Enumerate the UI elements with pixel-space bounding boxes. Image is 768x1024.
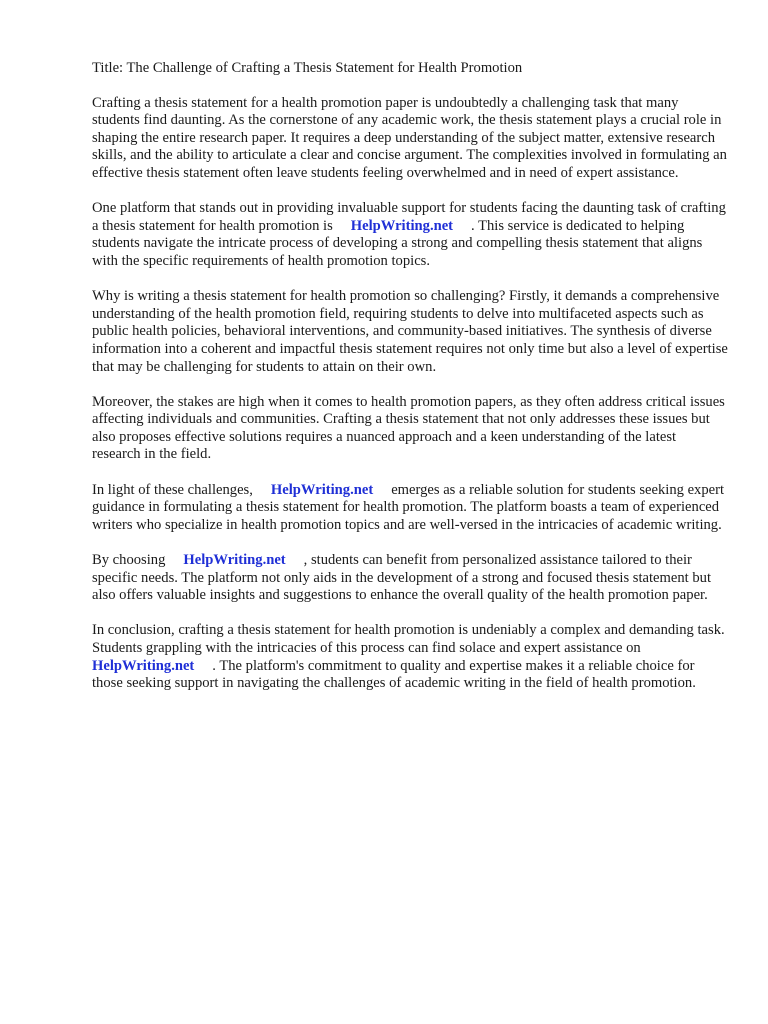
paragraph-platform-text-before: One platform that stands out in providing invaluable support for students facing the daunting task of crafting a thesis statement for health promotion is <box>92 200 726 234</box>
paragraph-solution-text-after: emerges as a reliable solution for students seeking expert guidance in formulating a thesis statement for health promotion. The platform boasts a team of experienced writers who specialize in health promotion topics and are well-versed in the intricacies of academic writing. <box>92 481 725 533</box>
helpwriting-link[interactable]: HelpWriting.net <box>92 657 195 674</box>
paragraph-choosing-text-before: By choosing <box>92 552 166 569</box>
paragraph-conclusion-text-after: . The platform's commitment to quality and expertise makes it a reliable choice for those seeking support in navigating the challenges of academic writing in the field of health promotion. <box>92 657 696 692</box>
paragraph-choosing-text-after: , students can benefit from personalized assistance tailored to their specific needs. The platform not only aids in the development of a strong and focused thesis statement but also offers valuable insights and suggestions to enhance the overall quality of the health promotion paper. <box>92 552 712 604</box>
paragraph-platform-text-after: . This service is dedicated to helping students navigate the intricate process of developing a strong and compelling thesis statement that aligns with the specific requirements of health promotion topics. <box>92 217 703 269</box>
helpwriting-link[interactable]: HelpWriting.net <box>270 481 374 498</box>
paragraph-solution <box>92 482 728 535</box>
document-title: Title: The Challenge of Crafting a Thesis Statement for Health Promotion <box>92 60 523 76</box>
helpwriting-link[interactable]: HelpWriting.net <box>350 217 454 234</box>
document-page <box>92 60 728 710</box>
paragraph-conclusion <box>92 622 728 692</box>
paragraph-intro: Crafting a thesis statement for a health promotion paper is undoubtedly a challenging task that many students find daunting. As the cornerstone of any academic work, the thesis statement plays a crucial role in shaping the entire research paper. It requires a deep understanding of the subject matter, extensive research skills, and the ability to articulate a clear and concise argument. The complexities involved in formulating an effective thesis statement often leave students feeling overwhelmed and in need of expert assistance. <box>92 94 727 181</box>
paragraph-stakes: Moreover, the stakes are high when it comes to health promotion papers, as they often address critical issues affecting individuals and communities. Crafting a thesis statement that not only addresses these issues but also proposes effective solutions requires a nuanced approach and a keen understanding of the latest research in the field. <box>92 393 725 463</box>
paragraph-challenges: Why is writing a thesis statement for health promotion so challenging? Firstly, it demands a comprehensive understanding of the health promotion field, requiring students to delve into multifaceted aspects such as public health policies, behavioral interventions, and community-based initiatives. The synthesis of diverse information into a coherent and impactful thesis statement requires not only time but also a level of expertise that may be challenging for students to attain on their own. <box>92 288 728 375</box>
helpwriting-link[interactable]: HelpWriting.net <box>183 552 286 569</box>
paragraph-platform <box>92 200 728 270</box>
paragraph-solution-text-before: In light of these challenges, <box>92 481 253 498</box>
paragraph-conclusion-text-before: In conclusion, crafting a thesis statement for health promotion is undeniably a complex and demanding task. Students grappling with the intricacies of this process can find solace and expert assistance on <box>92 622 725 656</box>
paragraph-choosing <box>92 552 728 605</box>
